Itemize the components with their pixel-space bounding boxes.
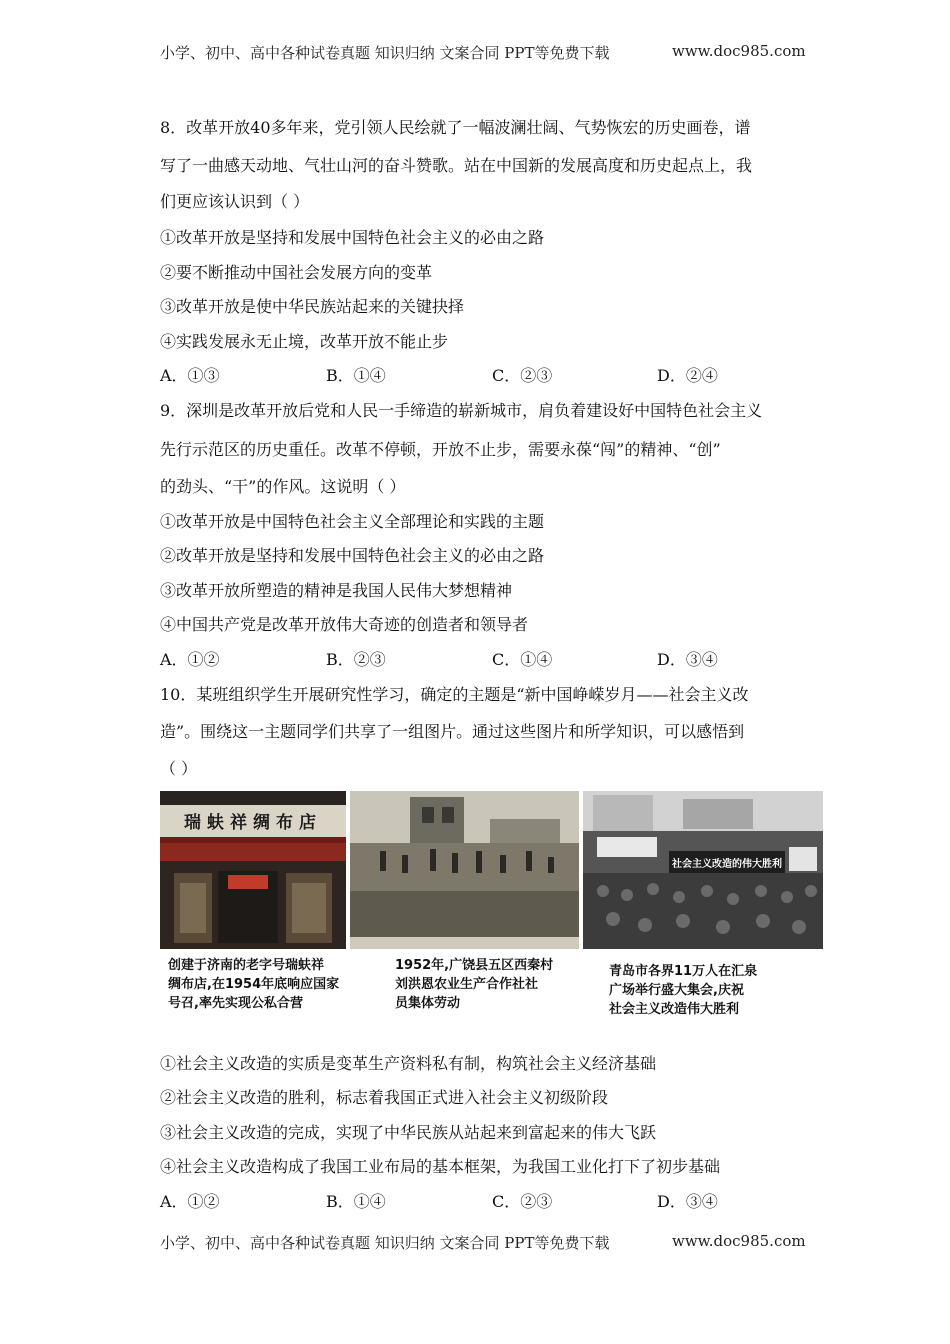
photo-storefront — [160, 791, 346, 949]
q9-stem-line: 的劲头、“干”的作风。这说明（ ） — [160, 477, 406, 496]
option-d: D．②④ — [657, 366, 718, 385]
q9-item: ①改革开放是中国特色社会主义全部理论和实践的主题 — [160, 512, 545, 531]
q8-stem-line: 们更应该认识到（ ） — [160, 192, 310, 211]
photo-caption — [168, 956, 339, 1013]
caption-line: 1952年,广饶县五区西秦村 — [395, 958, 554, 973]
caption-line: 社会主义改造伟大胜利 — [609, 1002, 740, 1017]
header-url: www.doc985.com — [672, 42, 806, 60]
photo-mass-rally — [583, 791, 823, 949]
option-b: B．②③ — [326, 650, 386, 669]
caption-line: 青岛市各界11万人在汇泉 — [609, 964, 758, 979]
photo-caption — [609, 962, 757, 1019]
caption-line: 创建于济南的老字号瑞蚨祥 — [168, 958, 325, 973]
photo-farm-labour — [350, 791, 579, 949]
q10-item: ③社会主义改造的完成，实现了中华民族从站起来到富起来的伟大飞跃 — [160, 1123, 657, 1142]
q10-options — [160, 1192, 800, 1212]
option-c: C．②③ — [492, 366, 553, 385]
photo-caption — [395, 956, 553, 1013]
q9-stem-line: 9．深圳是改革开放后党和人民一手缔造的崭新城市，肩负着建设好中国特色社会主义 — [160, 401, 763, 420]
footer-text: 小学、初中、高中各种试卷真题 知识归纳 文案合同 PPT等免费下载 — [160, 1234, 610, 1252]
q8-item: ③改革开放是使中华民族站起来的关键抉择 — [160, 297, 465, 316]
q9-stem-line: 先行示范区的历史重任。改革不停顿，开放不止步，需要永葆“闯”的精神、“创” — [160, 440, 721, 459]
option-b: B．①④ — [326, 366, 386, 385]
q9-item: ④中国共产党是改革开放伟大奇迹的创造者和领导者 — [160, 615, 529, 634]
option-d: D．③④ — [657, 650, 718, 669]
option-a: A．①② — [160, 650, 220, 669]
q9-item: ③改革开放所塑造的精神是我国人民伟大梦想精神 — [160, 581, 513, 600]
option-b: B．①④ — [326, 1192, 386, 1211]
option-a: A．①② — [160, 1192, 220, 1211]
q10-stem-line: （ ） — [160, 759, 198, 778]
q9-options — [160, 650, 800, 670]
caption-line: 号召,率先实现公私合营 — [168, 996, 303, 1011]
q10-item: ④社会主义改造构成了我国工业布局的基本框架，为我国工业化打下了初步基础 — [160, 1157, 721, 1176]
option-c: C．②③ — [492, 1192, 553, 1211]
q9-item: ②改革开放是坚持和发展中国特色社会主义的必由之路 — [160, 546, 545, 565]
q8-options — [160, 366, 800, 386]
store-sign-text: 瑞蚨祥绸布店 — [184, 813, 322, 833]
q10-stem-line: 10．某班组织学生开展研究性学习，确定的主题是“新中国峥嵘岁月——社会主义改 — [160, 685, 749, 704]
q10-item: ②社会主义改造的胜利，标志着我国正式进入社会主义初级阶段 — [160, 1088, 609, 1107]
q8-item: ①改革开放是坚持和发展中国特色社会主义的必由之路 — [160, 228, 545, 247]
footer-url: www.doc985.com — [672, 1232, 806, 1250]
header-text: 小学、初中、高中各种试卷真题 知识归纳 文案合同 PPT等免费下载 — [160, 44, 610, 62]
q8-stem-line: 8．改革开放40多年来，党引领人民绘就了一幅波澜壮阔、气势恢宏的历史画卷，谱 — [160, 118, 751, 137]
q10-stem-line: 造”。围绕这一主题同学们共享了一组图片。通过这些图片和所学知识，可以感悟到 — [160, 722, 745, 741]
option-a: A．①③ — [160, 366, 220, 385]
rally-banner-text: 社会主义改造的伟大胜利 — [672, 859, 782, 870]
q8-item: ②要不断推动中国社会发展方向的变革 — [160, 263, 433, 282]
caption-line: 刘洪恩农业生产合作社社 — [395, 977, 539, 992]
caption-line: 绸布店,在1954年底响应国家 — [168, 977, 340, 992]
q8-stem-line: 写了一曲感天动地、气壮山河的奋斗赞歌。站在中国新的发展高度和历史起点上，我 — [160, 156, 753, 175]
caption-line: 广场举行盛大集会,庆祝 — [609, 983, 744, 998]
caption-line: 员集体劳动 — [395, 996, 461, 1011]
q8-item: ④实践发展永无止境，改革开放不能止步 — [160, 332, 449, 351]
q10-item: ①社会主义改造的实质是变革生产资料私有制，构筑社会主义经济基础 — [160, 1054, 657, 1073]
option-c: C．①④ — [492, 650, 553, 669]
option-d: D．③④ — [657, 1192, 718, 1211]
